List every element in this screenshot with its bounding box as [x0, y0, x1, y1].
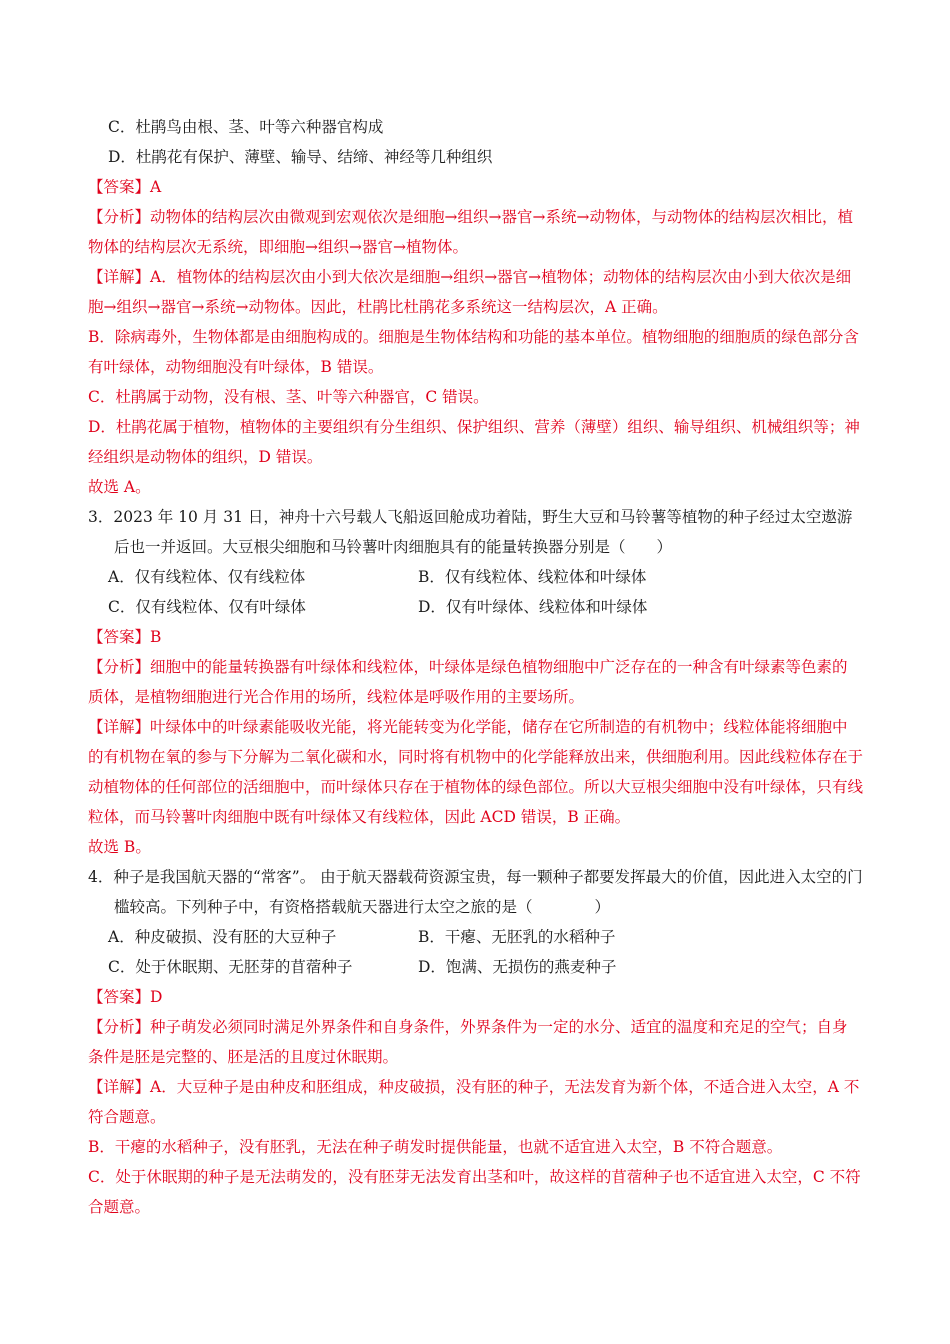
q2-option-c: C．杜鹃鸟由根、茎、叶等六种器官构成 — [108, 118, 384, 136]
q4-options-row-2 — [88, 952, 863, 982]
q2-detail-b: B．除病毒外，生物体都是由细胞构成的。细胞是生物体结构和功能的基本单位。植物细胞的细胞质的绿色部分含有叶绿体，动物细胞没有叶绿体，B 错误。 — [88, 328, 859, 376]
q3-option-c: C．仅有线粒体、仅有叶绿体 — [108, 598, 306, 616]
answer-value: D — [150, 988, 163, 1006]
q4-analysis — [88, 1012, 863, 1072]
detail-text: 叶绿体中的叶绿素能吸收光能，将光能转变为化学能，储存在它所制造的有机物中；线粒体能将细胞中的有机物在氧的参与下分解为二氧化碳和水，同时将有机物中的化学能释放出来，供细胞利用。因此线粒体存在于动植物体的任何部位的活细胞中，而叶绿体只存在于植物体的绿色部位。所以大豆根尖细胞中没有叶绿体，只有线粒体，而马铃薯叶肉细胞中既有叶绿体又有线粒体，因此 ACD 错误，B 正确。 — [88, 718, 864, 826]
answer-tag: 【答案】 — [88, 988, 151, 1006]
q4-option-b: B．干瘪、无胚乳的水稻种子 — [418, 928, 616, 946]
q3-options-row-2 — [88, 592, 863, 622]
q2-analysis — [88, 202, 863, 262]
q4-stem: 4．种子是我国航天器的“常客”。 由于航天器载荷资源宝贵，每一颗种子都要发挥最大的价值，因此进入太空的门槛较高。下列种子中，有资格搭载航天器进行太空之旅的是（ ） — [88, 868, 863, 916]
analysis-tag: 【分析】 — [88, 1018, 151, 1036]
document-content — [88, 112, 863, 1222]
answer-tag: 【答案】 — [88, 178, 151, 196]
q3-option-d: D．仅有叶绿体、线粒体和叶绿体 — [418, 598, 648, 616]
analysis-tag: 【分析】 — [88, 208, 151, 226]
q3-conclusion: 故选 B。 — [88, 838, 151, 856]
q3-option-a: A．仅有线粒体、仅有线粒体 — [108, 568, 306, 586]
q3-analysis — [88, 652, 863, 712]
q4-detail-b: B．干瘪的水稻种子，没有胚乳，无法在种子萌发时提供能量，也就不适宜进入太空，B 不符合题意。 — [88, 1138, 783, 1156]
analysis-tag: 【分析】 — [88, 658, 151, 676]
detail-tag: 【详解】 — [88, 718, 151, 736]
q2-answer — [88, 172, 863, 202]
analysis-text: 动物体的结构层次由微观到宏观依次是细胞→组织→器官→系统→动物体，与动物体的结构层次相比，植物体的结构层次无系统，即细胞→组织→器官→植物体。 — [88, 208, 853, 256]
q2-detail-a — [88, 262, 863, 322]
q3-stem: 3．2023 年 10 月 31 日，神舟十六号载人飞船返回舱成功着陆，野生大豆和马铃薯等植物的种子经过太空遨游后也一并返回。大豆根尖细胞和马铃薯叶肉细胞具有的能量转换器分别是（ ） — [88, 508, 853, 556]
q4-option-c: C．处于休眠期、无胚芽的苜蓿种子 — [108, 958, 353, 976]
answer-value: A — [150, 178, 162, 196]
q4-detail-a — [88, 1072, 863, 1132]
q4-option-a: A．种皮破损、没有胚的大豆种子 — [108, 928, 337, 946]
analysis-text: 种子萌发必须同时满足外界条件和自身条件，外界条件为一定的水分、适宜的温度和充足的空气；自身条件是胚是完整的、胚是活的且度过休眠期。 — [88, 1018, 848, 1066]
q2-option-d: D．杜鹃花有保护、薄壁、输导、结缔、神经等几种组织 — [108, 148, 493, 166]
q2-conclusion: 故选 A。 — [88, 478, 151, 496]
detail-tag: 【详解】 — [88, 268, 151, 286]
detail-text: A．大豆种子是由种皮和胚组成，种皮破损，没有胚的种子，无法发育为新个体，不适合进入太空，A 不符合题意。 — [88, 1078, 860, 1126]
q4-option-d: D．饱满、无损伤的燕麦种子 — [418, 958, 617, 976]
answer-value: B — [150, 628, 162, 646]
q3-options-row-1 — [88, 562, 863, 592]
q4-options-row-1 — [88, 922, 863, 952]
q2-detail-c: C．杜鹃属于动物，没有根、茎、叶等六种器官，C 错误。 — [88, 388, 489, 406]
q3-option-b: B．仅有线粒体、线粒体和叶绿体 — [418, 568, 647, 586]
detail-text: A．植物体的结构层次由小到大依次是细胞→组织→器官→植物体；动物体的结构层次由小到大依次是细胞→组织→器官→系统→动物体。因此，杜鹃比杜鹃花多系统这一结构层次，A 正确。 — [88, 268, 852, 316]
q2-detail-d: D．杜鹃花属于植物，植物体的主要组织有分生组织、保护组织、营养（薄壁）组织、输导组织、机械组织等；神经组织是动物体的组织，D 错误。 — [88, 418, 860, 466]
q4-answer — [88, 982, 863, 1012]
answer-tag: 【答案】 — [88, 628, 151, 646]
q4-detail-c: C．处于休眠期的种子是无法萌发的，没有胚芽无法发育出茎和叶，故这样的苜蓿种子也不适宜进入太空，C 不符合题意。 — [88, 1168, 861, 1216]
q3-answer — [88, 622, 863, 652]
q3-detail — [88, 712, 863, 832]
detail-tag: 【详解】 — [88, 1078, 151, 1096]
analysis-text: 细胞中的能量转换器有叶绿体和线粒体，叶绿体是绿色植物细胞中广泛存在的一种含有叶绿素等色素的质体，是植物细胞进行光合作用的场所，线粒体是呼吸作用的主要场所。 — [88, 658, 848, 706]
